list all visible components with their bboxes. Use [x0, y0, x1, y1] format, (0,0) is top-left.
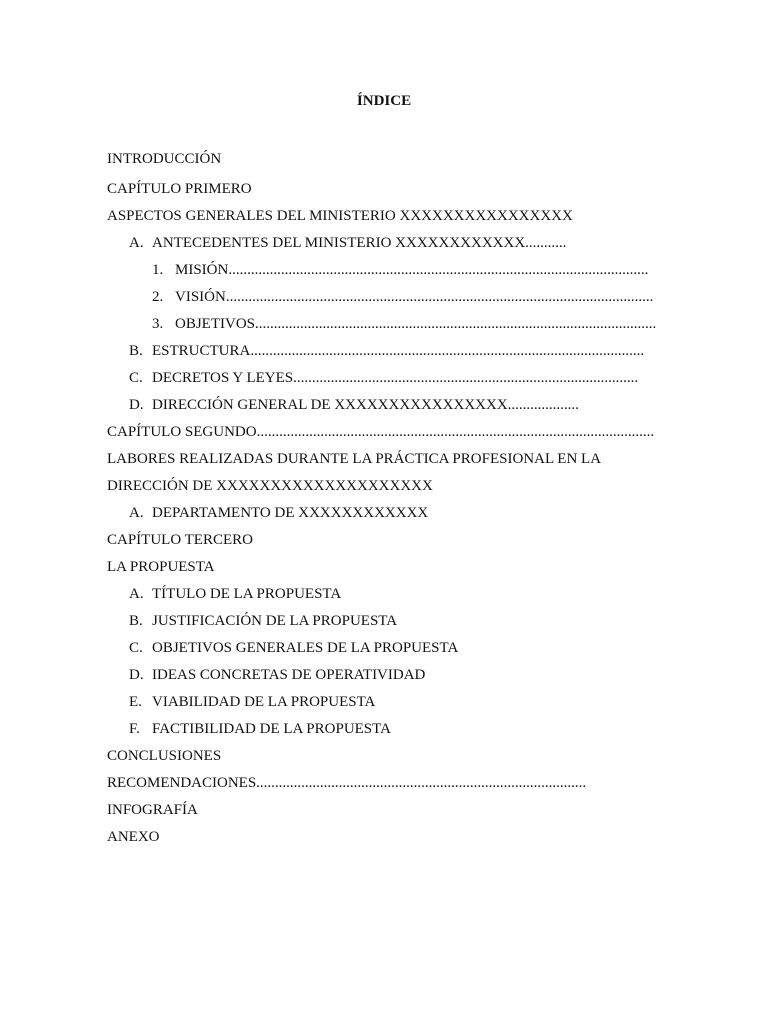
toc-entry-justificacion: [107, 611, 667, 631]
toc-entry-labores-realizadas: [107, 449, 667, 469]
toc-entry-text: FACTIBILIDAD DE LA PROPUESTA: [152, 721, 391, 737]
page-title: ÍNDICE: [356, 93, 412, 109]
toc-entry-marker: A.: [129, 235, 144, 251]
toc-entry-text: VIABILIDAD DE LA PROPUESTA: [152, 694, 376, 710]
toc-entry-titulo-propuesta: [107, 584, 667, 604]
toc-entry-recomendaciones: [107, 773, 667, 793]
toc-entry-text: LA PROPUESTA: [107, 559, 215, 575]
toc-entry-anexo: [107, 827, 667, 847]
toc-entry-text: INFOGRAFÍA: [107, 802, 198, 818]
toc-entry-marker: 1.: [152, 262, 164, 278]
toc-entry-text: IDEAS CONCRETAS DE OPERATIVIDAD: [152, 667, 426, 683]
toc-entry-la-propuesta: [107, 557, 667, 577]
toc-entry-text: VISIÓN..................................................................................................................: [175, 289, 654, 305]
toc-entry-infografia: [107, 800, 667, 820]
toc-entry-vision: [107, 287, 667, 307]
toc-entry-text: RECOMENDACIONES........................................................................................: [107, 775, 587, 791]
toc-entry-text: OBJETIVOS...........................................................................................................: [175, 316, 657, 332]
toc-entry-text: JUSTIFICACIÓN DE LA PROPUESTA: [152, 613, 398, 629]
toc-entry-text: ASPECTOS GENERALES DEL MINISTERIO XXXXXXXXXXXXXXXX: [107, 208, 573, 224]
toc-entry-mision: [107, 260, 667, 280]
toc-entry-estructura: [107, 341, 667, 361]
toc-entry-text: MISIÓN................................................................................................................: [175, 262, 649, 278]
toc-entry-decretos-y-leyes: [107, 368, 667, 388]
toc-entry-marker: C.: [129, 640, 143, 656]
toc-entry-capitulo-segundo: [107, 422, 667, 442]
table-of-contents: [107, 149, 667, 847]
toc-entry-viabilidad: [107, 692, 667, 712]
toc-entry-aspectos-generales: [107, 206, 667, 226]
toc-entry-marker: D.: [129, 397, 144, 413]
toc-entry-objetivos: [107, 314, 667, 334]
toc-entry-marker: A.: [129, 505, 144, 521]
toc-entry-text: DEPARTAMENTO DE XXXXXXXXXXXX: [152, 505, 429, 521]
toc-entry-text: CONCLUSIONES: [107, 748, 222, 764]
toc-entry-text: ANEXO: [107, 829, 160, 845]
toc-entry-text: DIRECCIÓN DE XXXXXXXXXXXXXXXXXXXX: [107, 478, 433, 494]
toc-entry-text: ANTECEDENTES DEL MINISTERIO XXXXXXXXXXXX...........: [152, 235, 567, 251]
toc-entry-capitulo-tercero: [107, 530, 667, 550]
toc-entry-marker: 3.: [152, 316, 164, 332]
toc-entry-text: CAPÍTULO TERCERO: [107, 532, 253, 548]
toc-entry-antecedentes: [107, 233, 667, 253]
toc-entry-marker: A.: [129, 586, 144, 602]
toc-entry-text: ESTRUCTURA.........................................................................................................: [152, 343, 645, 359]
toc-entry-text: DECRETOS Y LEYES............................................................................................: [152, 370, 639, 386]
toc-entry-marker: C.: [129, 370, 143, 386]
toc-entry-text: CAPÍTULO PRIMERO: [107, 181, 252, 197]
toc-entry-marker: B.: [129, 343, 143, 359]
toc-entry-introduccion: [107, 149, 667, 169]
toc-entry-direccion-de: [107, 476, 667, 496]
toc-entry-ideas-concretas: [107, 665, 667, 685]
toc-entry-factibilidad: [107, 719, 667, 739]
toc-entry-text: CAPÍTULO SEGUNDO..........................................................................................................: [107, 424, 655, 440]
toc-entry-capitulo-primero: [107, 179, 667, 199]
toc-entry-text: TÍTULO DE LA PROPUESTA: [152, 586, 342, 602]
toc-entry-text: OBJETIVOS GENERALES DE LA PROPUESTA: [152, 640, 459, 656]
toc-entry-text: DIRECCIÓN GENERAL DE XXXXXXXXXXXXXXXX...................: [152, 397, 579, 413]
toc-entry-conclusiones: [107, 746, 667, 766]
toc-entry-objetivos-generales: [107, 638, 667, 658]
toc-entry-marker: 2.: [152, 289, 164, 305]
toc-entry-marker: B.: [129, 613, 143, 629]
toc-entry-marker: E.: [129, 694, 142, 710]
toc-entry-direccion-general: [107, 395, 667, 415]
toc-entry-departamento: [107, 503, 667, 523]
toc-entry-text: INTRODUCCIÓN: [107, 151, 222, 167]
toc-entry-text: LABORES REALIZADAS DURANTE LA PRÁCTICA PROFESIONAL EN LA: [107, 451, 602, 467]
toc-entry-marker: F.: [129, 721, 140, 737]
toc-entry-marker: D.: [129, 667, 144, 683]
